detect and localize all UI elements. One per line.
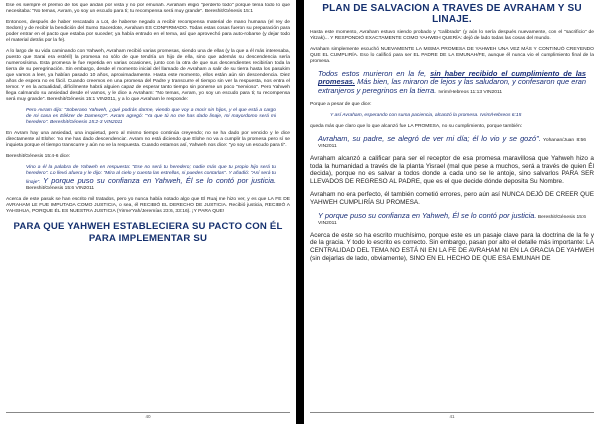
left-paragraph-2: Entonces, después de haber rescatado a Lot, de haberse negado a recibir recompensa material de mano humana (el rey de Sedom) y de recibir la bendición del Sumo Sacerdote, Avraham ES CONFIRMADO. Todas estas cosas fueron su preparación para poder entrar en el pacto que estaba por suceder; ya había entrado en el tema, así que aprovechó para auto-robarse (y dejar todo el material detrás por la fe). xyxy=(6,20,290,43)
left-quote-2-text: Vino a él la palabra de Yahweh en respuesta: "Ese no será tu heredero; nadie más que tu propio hijo será tu heredero". Lo llevó afuera y le dijo: "Mira al cielo y cuenta las estrellas, si puedes contarlas". Y añadió: "Así será tu linaje". xyxy=(26,165,276,185)
left-page-number: 40 xyxy=(145,414,151,419)
right-paragraph-1: Hasta este momento, Avraham estuvo siendo probado y "calibrado" (y aún lo sería después nuevamente, con el "sacrificio" de Yitzak)... Y RESPONDIÓ EXACTAMENTE COMO YAHWEH QUERÍA: dejó de lado todas las cosas del mundo. xyxy=(310,30,594,41)
left-page-content xyxy=(6,3,290,410)
right-quote-3-ref: Yohanan/Juan 8:56 VIN2011 xyxy=(318,137,586,149)
right-quote-3-text: Avraham, su padre, se alegró de ver mi día; él lo vio y se gozó". xyxy=(318,133,541,143)
right-quote-1-c: Más bien, las miraron de lejos y las saludaron, y confesaron que eran extranjeros y peregrinos en la tierra. xyxy=(318,77,587,95)
right-paragraph-6: Avraham no era perfecto, él también cometió errores, pero aún así NUNCA DEJÓ DE CREER QUE YAHWEH CUMPLIRÍA SU PROMESA. xyxy=(310,191,594,206)
left-paragraph-4: En Avram hay una ansiedad, una inquietud, pero al mismo tiempo continúa creyendo; no se ha dado por vencido y le dice directamente al Elohe: 'no me has dado descendencia'. Avram no está diciendo que Elohe no va a cumplir la promesa pero sí se inquieta porque el tiempo transcurre y aún no ve la respuesta. Cuando estamos así, Yahweh nos dice: "yo soy un escudo para ti". xyxy=(6,131,290,148)
right-paragraph-2: Avraham simplemente escuchó NUEVAMENTE LA MISMA PROMESA DE YAHWEH UNA VEZ MÁS Y CONTINUÓ CREYENDO QUE EL CUMPLIRÍA. Eso lo calificó para ser EL PADRE DE LA EMUNAH/FE, aunque él nunca vio el cumplimiento final de la promesa. xyxy=(310,47,594,64)
right-section-heading: PLAN DE SALVACIÓN A TRAVÉS DE AVRAHAM Y SU LINAJE. xyxy=(322,3,582,25)
left-page xyxy=(0,0,296,424)
right-quote-3 xyxy=(318,135,586,150)
left-paragraph-1: Ese es siempre el premio de los que andan por vista y no por emunah. Avraham eligió "perderlo todo" porque tenía todo lo que necesitaba: "No temas, Avram, yo soy un escudo para ti; tu recompensa será muy grande". Bereshit/Génesis 15:1 xyxy=(6,3,290,14)
left-paragraph-5: Acerca de este pasuk se han escrito mil tratados, pero yo nunca había notado algo que El Ruaj me hizo ver, y es que LA FE DE AVRAHAM LE FUE IMPUTADA COMO JUSTICIA, o sea, él RECIBIÓ EL DERECHO DE JUSTICIA. Recibió justicia, RECIBIÓ A YAHSHUA, PORQUE ÉL ES NUESTRA JUSTICIA (Yirme'Yah/Jeremías 23:6, 33:16). ¡Y PARA QUE! xyxy=(6,197,290,214)
left-reference-1: Bereshit/Génesis 15:4-6 dice: xyxy=(6,154,71,159)
left-quote-1: Pero Avram dijo: "Soberano Yahweh, ¿qué podrás darme, viendo que voy a morir sin hijos, y el que está a cargo de mi casa es Eliézer de Damesq?". Avram agregó: "Ya que tú no me has dado linaje, mi mayordomo será mi heredero". Bereshit/Génesis 15:2-3 VIN2011 xyxy=(26,108,276,125)
right-quote-4 xyxy=(318,212,586,227)
right-page-number: 41 xyxy=(449,414,455,419)
left-quote-2-emphasis: Y porque puso su confianza en Yahweh, Él se lo contó por justicia. xyxy=(43,176,276,185)
right-paragraph-5: Avraham alcanzó a calificar para ser el receptor de esa promesa maravillosa que Yahweh hizo a toda la humanidad a través de la planta Yisrael (mal que pese a muchos, será a través de quien Él decida), porque no es salvar a todos donde a cada uno se le antoje, sino salvarlos PARA SER LLEVADOS DE REGRESO AL PADRE, que es el que decide dónde deposita Su Nombre. xyxy=(310,154,594,186)
right-paragraph-4: queda más que claro que lo que alcanzó fue LA PROMESA, no su cumplimiento, porque también: xyxy=(310,123,523,129)
right-quote-1-b: sin haber recibido el cumplimiento de las promesas. xyxy=(318,69,586,87)
left-quote-2-ref: Bereshit/Génesis 15:6 VIN2011 xyxy=(26,186,95,191)
right-quote-4-ref: Bereshit/Génesis 15:6 VIN2011 xyxy=(318,214,587,226)
right-paragraph-7: Acerca de este so ha escrito muchísimo, porque este es un pasaje clave para la doctrina de la fe y de la gracia. Y todo lo escrito es correcto. Sin embargo, pasan por alto el detalle más importante: LA CENTRALIDAD DEL TEMA NO ESTÁ NI EN LA FE DE AVRAHAM NI EN LA GRACIA DE YAHWEH (sin dejarlas de lado, obviamente), SINO EN EL HECHO DE QUE ESA EMUNAH DE xyxy=(310,231,594,263)
right-quote-1-ref: Ivrim/Hebreos 11:13 VIN2011 xyxy=(438,89,503,95)
left-section-heading: PARA QUE YAHWEH ESTABLECIERA SU PACTO CON ÉL PARA IMPLEMENTAR SU xyxy=(13,221,283,244)
left-paragraph-3: A lo largo de su vida caminando con Yahweh, Avraham recibió varias promesas, siendo una de ellas (y la que a él más interesaba, puesto que Sarai era estéril) la promesa no sólo de que tendría un hijo de ella, sino que además su descendencia sería numerosísima. Esta promesa le fue repetida en varias ocasiones, junto con la otra de que sus descendientes recibirían toda la tierra de su peregrinación. Sin embargo, desde el momento inicial del llamado de Avraham a salir de su tierra hasta los pasukim que vamos a leer, ya habían pasado 10 años, aproximadamente. Hasta este momento, ellos están aún sin descendencia. Diez años de espera no es fácil. Cuando creemos en una promesa del Padre y transcurre el tiempo sin ver la respuesta, nos entra el temor. Y en la actualidad, difícilmente habrá alguien capaz de esperar tanto tiempo sin ponerse un poco "nervioso". Pero Yahweh llega calmando su ansiedad desde el vamos, y le dice a Avraham: "No temas, Avram, yo soy un escudo para ti; tu recompensa será muy grande". Bereshit/Génesis 15:1 VIN2011, y a lo que Avraham le responde: xyxy=(6,49,290,102)
right-page xyxy=(304,0,600,424)
right-quote-1 xyxy=(318,70,586,97)
right-page-content xyxy=(310,3,594,410)
left-page-footer xyxy=(6,412,290,421)
right-quote-4-text: Y porque puso su confianza en Yahweh, Él se lo contó por justicia. xyxy=(318,210,537,220)
left-quote-2 xyxy=(26,165,276,192)
right-page-footer xyxy=(310,412,594,421)
right-quote-1-a: Todos estos murieron en la fe, xyxy=(318,69,427,78)
right-quote-2: Y así Avraham, esperando con suma paciencia, alcanzó la promesa. Ivrim/Hebreos 6:15 xyxy=(330,112,522,118)
right-paragraph-3: Porque a pesar de que dice: xyxy=(310,101,372,107)
